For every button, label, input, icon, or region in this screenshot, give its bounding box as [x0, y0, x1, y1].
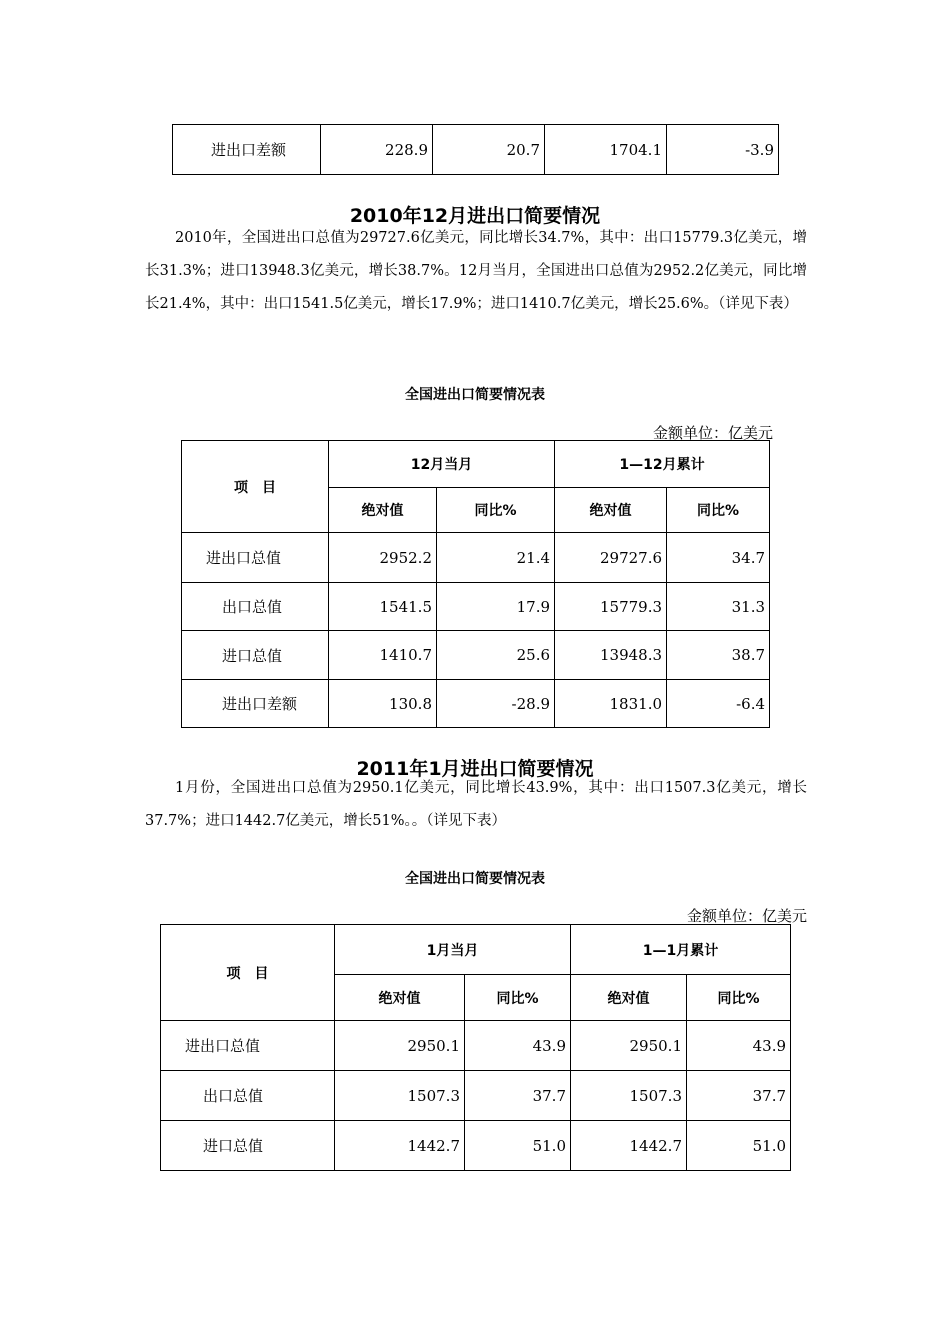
cell-value: 1541.5 [329, 583, 437, 631]
row-label: 进出口差额 [173, 125, 321, 175]
table-row [182, 583, 770, 631]
table-row [182, 533, 770, 583]
table-header-row [182, 441, 770, 488]
header-yoy: 同比% [687, 975, 791, 1021]
header-group-cumulative: 1—1月累计 [571, 925, 791, 975]
cell-value: 15779.3 [555, 583, 667, 631]
cell-value: -3.9 [667, 125, 779, 175]
row-label: 进出口总值 [161, 1021, 335, 1071]
header-item: 项 目 [161, 925, 335, 1021]
cell-value: 20.7 [433, 125, 545, 175]
cell-value: 25.6 [437, 631, 555, 680]
header-yoy: 同比% [437, 488, 555, 533]
cell-value: 37.7 [687, 1071, 791, 1121]
cell-value: 1831.0 [555, 680, 667, 728]
section-heading: 2010年12月进出口简要情况 [349, 205, 601, 227]
cell-value: 43.9 [465, 1021, 571, 1071]
table-row [161, 1021, 791, 1071]
row-label: 出口总值 [161, 1071, 335, 1121]
header-abs: 绝对值 [329, 488, 437, 533]
cell-value: 1507.3 [335, 1071, 465, 1121]
table-row [182, 631, 770, 680]
cell-value: 38.7 [667, 631, 770, 680]
header-abs: 绝对值 [335, 975, 465, 1021]
table-row [161, 1071, 791, 1121]
top-table [172, 124, 779, 175]
table-row [173, 125, 779, 175]
header-item: 项 目 [182, 441, 329, 533]
table-title: 全国进出口简要情况表 [405, 871, 545, 887]
cell-value: 13948.3 [555, 631, 667, 680]
cell-value: -6.4 [667, 680, 770, 728]
cell-value: 2950.1 [571, 1021, 687, 1071]
header-abs: 绝对值 [555, 488, 667, 533]
row-label: 进出口总值 [182, 533, 329, 583]
section-heading: 2011年1月进出口简要情况 [356, 758, 594, 780]
table-header-row [161, 925, 791, 975]
cell-value: 228.9 [321, 125, 433, 175]
header-yoy: 同比% [465, 975, 571, 1021]
summary-table-dec [181, 440, 770, 728]
cell-value: 1410.7 [329, 631, 437, 680]
cell-value: -28.9 [437, 680, 555, 728]
header-group-cumulative: 1—12月累计 [555, 441, 770, 488]
cell-value: 1442.7 [571, 1121, 687, 1171]
summary-table-jan [160, 924, 791, 1171]
cell-value: 43.9 [687, 1021, 791, 1071]
row-label: 出口总值 [182, 583, 329, 631]
cell-value: 2950.1 [335, 1021, 465, 1071]
cell-value: 1507.3 [571, 1071, 687, 1121]
header-yoy: 同比% [667, 488, 770, 533]
row-label: 进口总值 [161, 1121, 335, 1171]
header-abs: 绝对值 [571, 975, 687, 1021]
header-group-month: 12月当月 [329, 441, 555, 488]
cell-value: 51.0 [465, 1121, 571, 1171]
cell-value: 37.7 [465, 1071, 571, 1121]
cell-value: 31.3 [667, 583, 770, 631]
cell-value: 17.9 [437, 583, 555, 631]
cell-value: 1442.7 [335, 1121, 465, 1171]
cell-value: 29727.6 [555, 533, 667, 583]
section-paragraph: 1月份，全国进出口总值为2950.1亿美元，同比增长43.9%，其中：出口1507.3亿美元，增长37.7%；进口1442.7亿美元，增长51%。。（详见下表） [145, 780, 807, 829]
cell-value: 130.8 [329, 680, 437, 728]
cell-value: 21.4 [437, 533, 555, 583]
row-label: 进出口差额 [182, 680, 329, 728]
row-label: 进口总值 [182, 631, 329, 680]
cell-value: 1704.1 [545, 125, 667, 175]
unit-label: 金额单位：亿美元 [652, 424, 773, 442]
cell-value: 2952.2 [329, 533, 437, 583]
table-row [161, 1121, 791, 1171]
section-paragraph: 2010年，全国进出口总值为29727.6亿美元，同比增长34.7%，其中：出口15779.3亿美元，增长31.3%；进口13948.3亿美元，增长38.7%。12月当月，全国进出口总值为2952.2亿美元，同比增长21.4%，其中：出口1541.5亿美元，增长17.9%；进口1410.7亿美元，增长25.6%。（详见下表） [145, 230, 807, 312]
table-title: 全国进出口简要情况表 [405, 387, 545, 403]
cell-value: 51.0 [687, 1121, 791, 1171]
table-row [182, 680, 770, 728]
unit-label: 金额单位：亿美元 [686, 907, 807, 925]
header-group-month: 1月当月 [335, 925, 571, 975]
cell-value: 34.7 [667, 533, 770, 583]
